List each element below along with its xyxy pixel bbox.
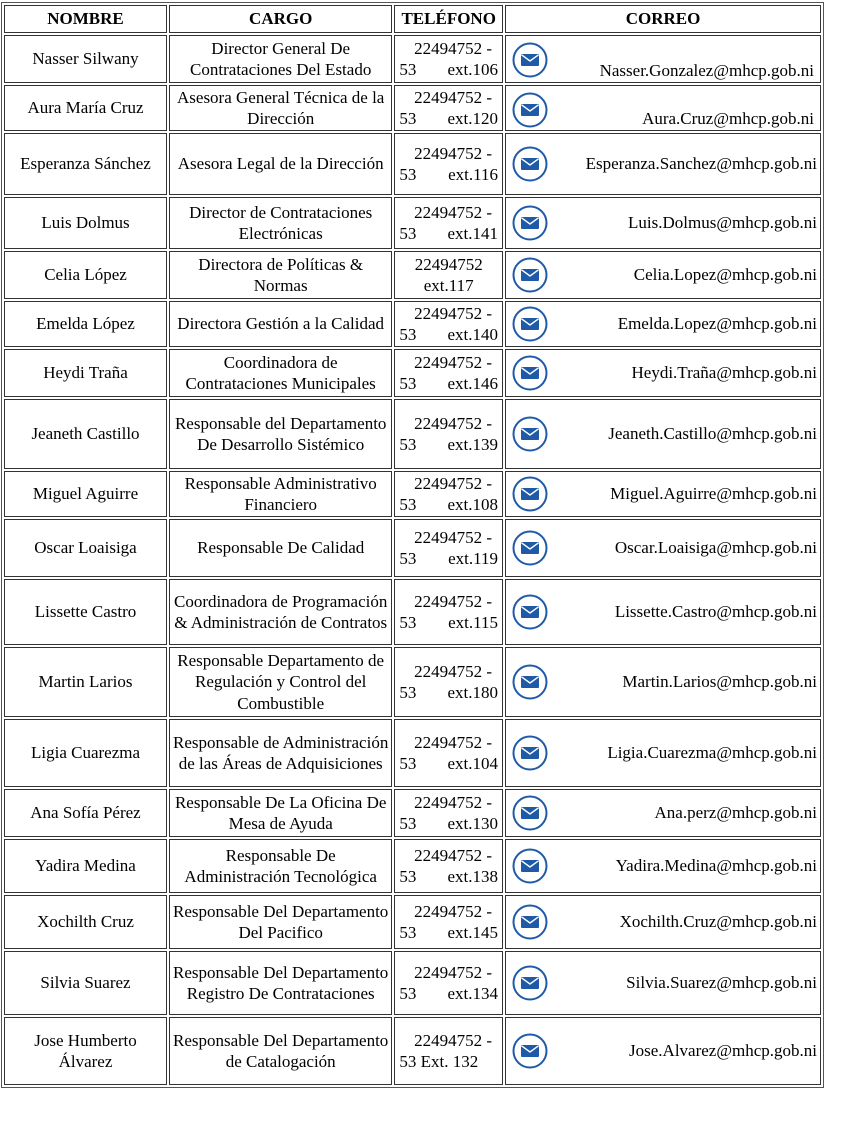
- phone-ext: ext.120: [447, 109, 499, 128]
- phone-suffix: 53: [399, 109, 417, 128]
- mail-envelope-icon[interactable]: [512, 257, 548, 293]
- table-row: [4, 1017, 821, 1085]
- mail-envelope-icon[interactable]: [512, 795, 548, 831]
- header-phone: TELÉFONO: [394, 5, 503, 33]
- phone-extension-line: [399, 753, 498, 775]
- table-row: [4, 35, 821, 83]
- phone-suffix: 53 Ext. 132: [399, 1052, 479, 1071]
- cell-name: Esperanza Sánchez: [4, 133, 167, 195]
- mail-envelope-icon[interactable]: [512, 476, 548, 512]
- cell-email: [505, 471, 821, 517]
- mail-envelope-icon[interactable]: [512, 42, 548, 78]
- mail-envelope-icon[interactable]: [512, 416, 548, 452]
- cell-name: Martin Larios: [4, 647, 167, 717]
- phone-extension-line: [399, 922, 498, 944]
- cell-phone: [394, 1017, 503, 1085]
- phone-ext: ext.130: [447, 814, 499, 833]
- phone-number: 22494752 -: [414, 661, 493, 681]
- cell-name: Oscar Loaisiga: [4, 519, 167, 577]
- phone-number: 22494752 -: [414, 845, 493, 865]
- phone-ext: ext.115: [448, 613, 499, 632]
- cell-cargo: Asesora General Técnica de la Dirección: [169, 85, 392, 131]
- cell-phone: [394, 579, 503, 645]
- phone-suffix: 53: [399, 683, 417, 702]
- cell-email: [505, 85, 821, 131]
- cell-phone: [394, 251, 503, 299]
- cell-phone: [394, 719, 503, 787]
- phone-ext: ext.119: [448, 549, 499, 568]
- phone-ext: ext.108: [447, 495, 499, 514]
- cell-phone: [394, 399, 503, 469]
- cell-phone: [394, 951, 503, 1015]
- phone-number: 22494752 -: [414, 38, 493, 58]
- phone-suffix: 53: [399, 984, 417, 1003]
- cell-email: [505, 789, 821, 837]
- cell-phone: [394, 349, 503, 397]
- phone-suffix: 53: [399, 165, 417, 184]
- phone-extension-line: [399, 1051, 498, 1073]
- cell-email: [505, 133, 821, 195]
- phone-number: 22494752 -: [414, 202, 493, 222]
- cell-phone: [394, 839, 503, 893]
- cell-email: [505, 951, 821, 1015]
- email-link[interactable]: Celia.Lopez@mhcp.gob.ni: [633, 265, 817, 285]
- phone-suffix: 53: [399, 923, 417, 942]
- cell-phone: [394, 471, 503, 517]
- phone-ext: ext.140: [447, 325, 499, 344]
- cell-cargo: Responsable Departamento de Regulación y Control del Combustible: [169, 647, 392, 717]
- header-email: CORREO: [505, 5, 821, 33]
- cell-name: Miguel Aguirre: [4, 471, 167, 517]
- mail-envelope-icon[interactable]: [512, 664, 548, 700]
- phone-extension-line: [399, 275, 498, 297]
- email-link[interactable]: Ligia.Cuarezma@mhcp.gob.ni: [607, 743, 817, 763]
- phone-number: 22494752 -: [414, 962, 493, 982]
- phone-number: 22494752 -: [414, 87, 493, 107]
- phone-number: 22494752 -: [414, 473, 493, 493]
- table-row: [4, 251, 821, 299]
- cell-email: [505, 197, 821, 249]
- cell-email: [505, 519, 821, 577]
- phone-number: 22494752 -: [414, 901, 493, 921]
- cell-email: [505, 895, 821, 949]
- phone-number: 22494752 -: [414, 792, 493, 812]
- table-row: [4, 519, 821, 577]
- mail-envelope-icon[interactable]: [512, 205, 548, 241]
- mail-envelope-icon[interactable]: [512, 146, 548, 182]
- cell-cargo: Responsable Del Departamento Registro De Contrataciones: [169, 951, 392, 1015]
- table-row: [4, 895, 821, 949]
- phone-ext: ext.139: [447, 435, 499, 454]
- cell-name: Jeaneth Castillo: [4, 399, 167, 469]
- cell-email: [505, 647, 821, 717]
- table-row: [4, 399, 821, 469]
- table-row: [4, 133, 821, 195]
- cell-name: Nasser Silwany: [4, 35, 167, 83]
- cell-cargo: Responsable De Administración Tecnológica: [169, 839, 392, 893]
- header-cargo: CARGO: [169, 5, 392, 33]
- phone-number: 22494752 -: [414, 527, 493, 547]
- phone-extension-line: [399, 59, 498, 81]
- mail-envelope-icon[interactable]: [512, 594, 548, 630]
- phone-extension-line: [399, 324, 498, 346]
- mail-envelope-icon[interactable]: [512, 306, 548, 342]
- phone-suffix: 53: [399, 495, 417, 514]
- phone-suffix: 53: [399, 435, 417, 454]
- phone-ext: ext.106: [447, 60, 499, 79]
- phone-extension-line: [399, 813, 498, 835]
- table-row: [4, 951, 821, 1015]
- cell-cargo: Responsable de Administración de las Áreas de Adquisiciones: [169, 719, 392, 787]
- email-link[interactable]: Jose.Alvarez@mhcp.gob.ni: [629, 1041, 817, 1061]
- cell-phone: [394, 789, 503, 837]
- phone-number: 22494752 -: [414, 1030, 493, 1050]
- cell-cargo: Responsable Del Departamento de Catalogación: [169, 1017, 392, 1085]
- cell-cargo: Responsable del Departamento De Desarrollo Sistémico: [169, 399, 392, 469]
- cell-phone: [394, 519, 503, 577]
- email-link[interactable]: Martin.Larios@mhcp.gob.ni: [622, 672, 817, 692]
- phone-ext: ext.104: [447, 754, 499, 773]
- cell-phone: [394, 133, 503, 195]
- cell-email: [505, 349, 821, 397]
- table-row: [4, 789, 821, 837]
- table-row: [4, 839, 821, 893]
- phone-ext: ext.145: [447, 923, 499, 942]
- mail-envelope-icon[interactable]: [512, 735, 548, 771]
- email-link[interactable]: Heydi.Traña@mhcp.gob.ni: [631, 363, 817, 383]
- cell-email: [505, 399, 821, 469]
- email-link[interactable]: Esperanza.Sanchez@mhcp.gob.ni: [585, 154, 817, 174]
- phone-extension-line: [399, 866, 498, 888]
- mail-envelope-icon[interactable]: [512, 848, 548, 884]
- phone-extension-line: [399, 682, 498, 704]
- cell-name: Aura María Cruz: [4, 85, 167, 131]
- table-row: [4, 349, 821, 397]
- cell-name: Ligia Cuarezma: [4, 719, 167, 787]
- phone-ext: ext.146: [447, 374, 499, 393]
- phone-number: 22494752 -: [414, 352, 493, 372]
- header-row: [4, 5, 821, 33]
- cell-email: [505, 1017, 821, 1085]
- table-row: [4, 579, 821, 645]
- mail-envelope-icon[interactable]: [512, 965, 548, 1001]
- phone-suffix: 53: [399, 754, 417, 773]
- cell-cargo: Directora Gestión a la Calidad: [169, 301, 392, 347]
- email-link[interactable]: Luis.Dolmus@mhcp.gob.ni: [628, 213, 817, 233]
- mail-envelope-icon[interactable]: [512, 904, 548, 940]
- cell-cargo: Responsable De Calidad: [169, 519, 392, 577]
- cell-email: [505, 35, 821, 83]
- phone-suffix: 53: [399, 613, 417, 632]
- cell-cargo: Asesora Legal de la Dirección: [169, 133, 392, 195]
- cell-phone: [394, 35, 503, 83]
- cell-cargo: Director General De Contrataciones Del Estado: [169, 35, 392, 83]
- cell-name: Ana Sofía Pérez: [4, 789, 167, 837]
- phone-suffix: 53: [399, 374, 417, 393]
- cell-name: Celia López: [4, 251, 167, 299]
- cell-name: Xochilth Cruz: [4, 895, 167, 949]
- email-link[interactable]: Nasser.Gonzalez@mhcp.gob.ni: [599, 60, 814, 80]
- phone-extension-line: [399, 108, 498, 130]
- table-row: [4, 647, 821, 717]
- cell-phone: [394, 85, 503, 131]
- cell-name: Luis Dolmus: [4, 197, 167, 249]
- phone-extension-line: [399, 612, 498, 634]
- cell-cargo: Coordinadora de Contrataciones Municipales: [169, 349, 392, 397]
- email-link[interactable]: Ana.perz@mhcp.gob.ni: [654, 803, 817, 823]
- cell-name: Jose Humberto Álvarez: [4, 1017, 167, 1085]
- cell-phone: [394, 895, 503, 949]
- cell-phone: [394, 197, 503, 249]
- mail-envelope-icon[interactable]: [512, 92, 548, 128]
- phone-suffix: 53: [399, 60, 417, 79]
- mail-envelope-icon[interactable]: [512, 530, 548, 566]
- phone-suffix: 53: [399, 814, 417, 833]
- phone-extension-line: [399, 223, 498, 245]
- email-link[interactable]: Xochilth.Cruz@mhcp.gob.ni: [619, 912, 817, 932]
- cell-name: Emelda López: [4, 301, 167, 347]
- cell-email: [505, 579, 821, 645]
- phone-suffix: 53: [399, 867, 417, 886]
- phone-number: 22494752 -: [414, 413, 493, 433]
- email-link[interactable]: Lissette.Castro@mhcp.gob.ni: [614, 602, 817, 622]
- phone-extension-line: [399, 373, 498, 395]
- table-row: [4, 301, 821, 347]
- cell-email: [505, 301, 821, 347]
- cell-phone: [394, 647, 503, 717]
- phone-number: 22494752: [414, 254, 483, 274]
- phone-extension-line: [399, 548, 498, 570]
- table-row: [4, 197, 821, 249]
- phone-ext: ext.138: [447, 867, 499, 886]
- phone-suffix: 53: [399, 549, 417, 568]
- phone-number: 22494752 -: [414, 591, 493, 611]
- phone-number: 22494752 -: [414, 303, 493, 323]
- cell-cargo: Director de Contrataciones Electrónicas: [169, 197, 392, 249]
- phone-extension-line: [399, 983, 498, 1005]
- email-link[interactable]: Aura.Cruz@mhcp.gob.ni: [642, 108, 814, 128]
- table-row: [4, 719, 821, 787]
- phone-ext: ext.116: [448, 165, 499, 184]
- email-link[interactable]: Emelda.Lopez@mhcp.gob.ni: [617, 314, 817, 334]
- cell-name: Yadira Medina: [4, 839, 167, 893]
- cell-cargo: Responsable Del Departamento Del Pacifico: [169, 895, 392, 949]
- contact-directory-table: [1, 2, 824, 1088]
- phone-suffix: 53: [399, 224, 417, 243]
- table-row: [4, 471, 821, 517]
- phone-suffix: 53: [399, 325, 417, 344]
- cell-cargo: Responsable De La Oficina De Mesa de Ayuda: [169, 789, 392, 837]
- cell-name: Silvia Suarez: [4, 951, 167, 1015]
- phone-ext: ext.180: [447, 683, 499, 702]
- phone-number: 22494752 -: [414, 732, 493, 752]
- email-link[interactable]: Jeaneth.Castillo@mhcp.gob.ni: [608, 424, 817, 444]
- phone-extension-line: [399, 164, 498, 186]
- phone-extension-line: [399, 434, 498, 456]
- email-link[interactable]: Miguel.Aguirre@mhcp.gob.ni: [610, 484, 817, 504]
- cell-cargo: Coordinadora de Programación & Administración de Contratos: [169, 579, 392, 645]
- table-row: [4, 85, 821, 131]
- cell-cargo: Responsable Administrativo Financiero: [169, 471, 392, 517]
- cell-name: Lissette Castro: [4, 579, 167, 645]
- phone-extension-line: [399, 494, 498, 516]
- phone-suffix: ext.117: [423, 276, 474, 295]
- cell-phone: [394, 301, 503, 347]
- cell-name: Heydi Traña: [4, 349, 167, 397]
- mail-envelope-icon[interactable]: [512, 1033, 548, 1069]
- mail-envelope-icon[interactable]: [512, 355, 548, 391]
- cell-email: [505, 251, 821, 299]
- cell-email: [505, 719, 821, 787]
- phone-ext: ext.141: [447, 224, 499, 243]
- cell-email: [505, 839, 821, 893]
- email-link[interactable]: Yadira.Medina@mhcp.gob.ni: [615, 856, 817, 876]
- cell-cargo: Directora de Políticas & Normas: [169, 251, 392, 299]
- email-link[interactable]: Silvia.Suarez@mhcp.gob.ni: [626, 973, 817, 993]
- email-link[interactable]: Oscar.Loaisiga@mhcp.gob.ni: [614, 538, 817, 558]
- header-name: NOMBRE: [4, 5, 167, 33]
- phone-ext: ext.134: [447, 984, 499, 1003]
- phone-number: 22494752 -: [414, 143, 493, 163]
